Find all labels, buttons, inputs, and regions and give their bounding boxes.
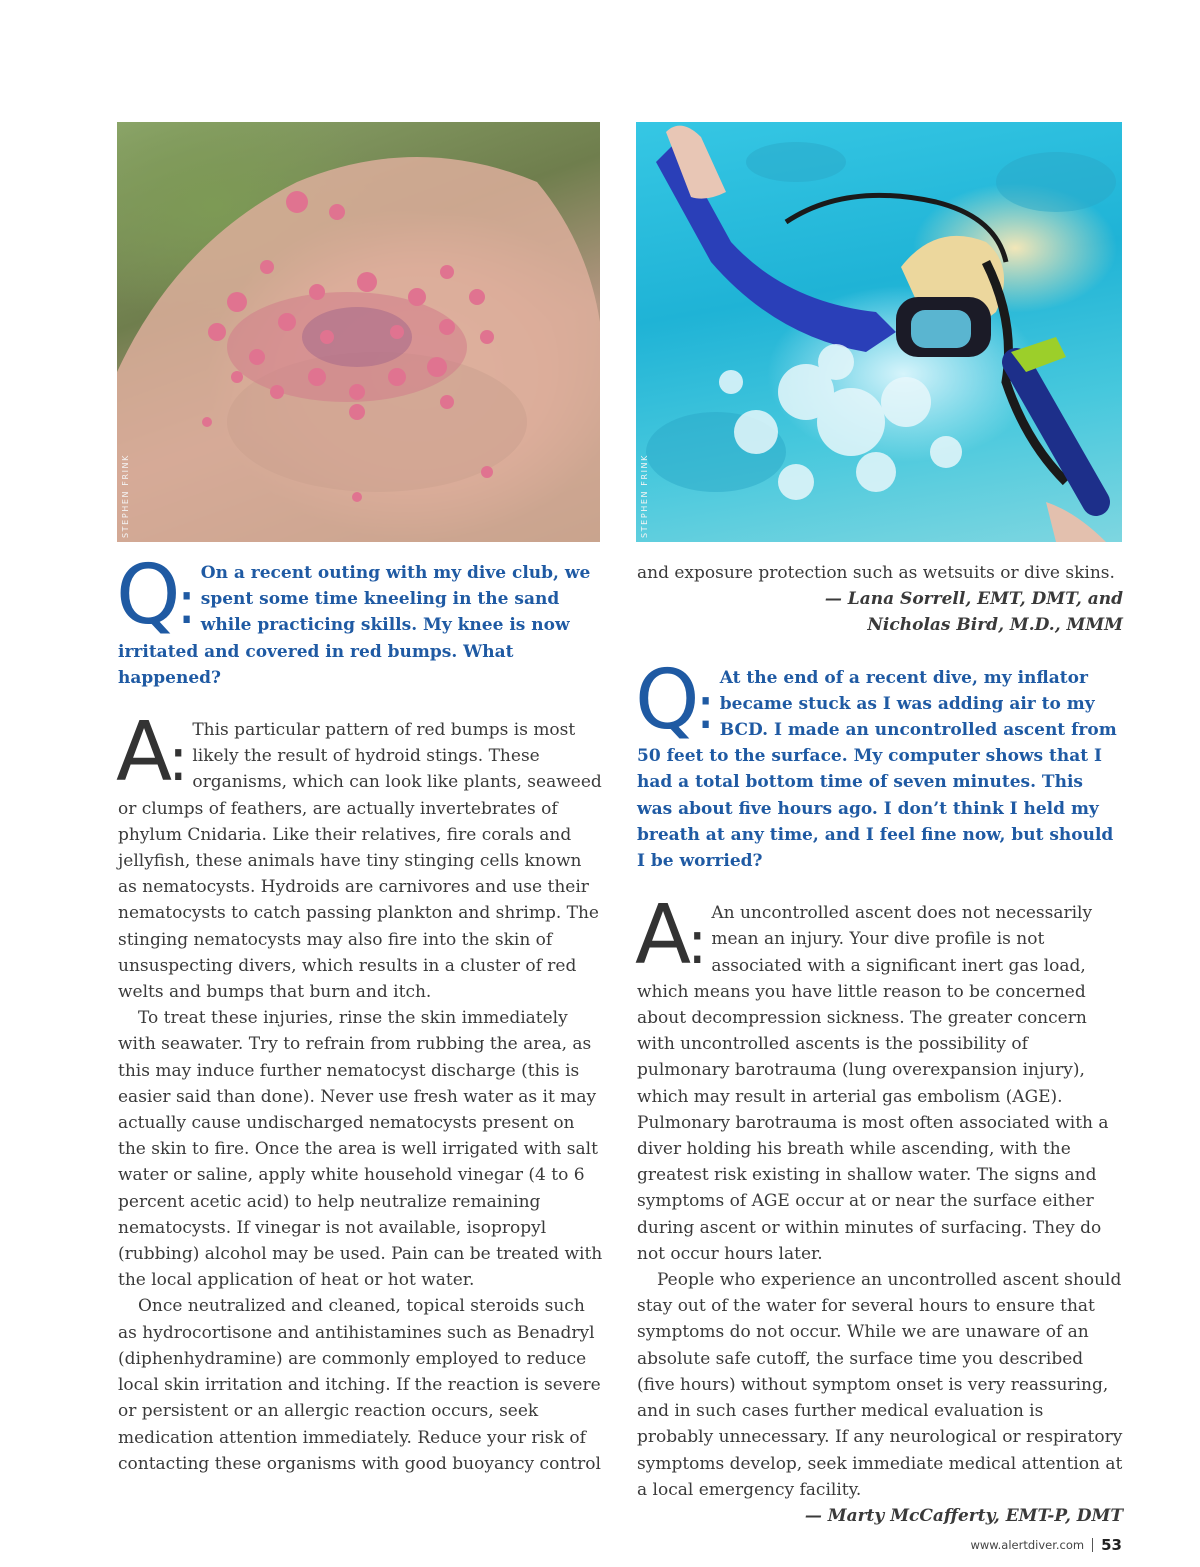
- question-2-text: At the end of a recent dive, my inflator became stuck as I was adding air to my BCD. I made an uncontrolled ascent from 50 feet to the surface. My computer shows that I had a total bottom time of seven minutes. This was about five hours ago. I don’t think I held my breath at any time, and I feel fine now, but should I be worried?: [637, 667, 1117, 872]
- left-column: [116, 548, 604, 1477]
- signature-2: — Marty McCafferty, EMT-P, DMT: [804, 1505, 1123, 1526]
- answer-dropcap: A:: [635, 888, 708, 984]
- signature-1-line-1: — Lana Sorrell, EMT, DMT, and: [824, 589, 1123, 610]
- answer-2-paragraph-2: People who experience an uncontrolled ascent should stay out of the water for several hours to ensure that symptoms do not occur. While we are unaware of an absolute safe cutoff, the surface time you described (five hours) without symptom onset is very reassuring, and in such cases further medical evaluation is probably unnecessary. If any neurological or respiratory symptoms develop, seek immediate medical attention at a local emergency facility.: [637, 1270, 1123, 1500]
- website-url[interactable]: www.alertdiver.com: [970, 1538, 1085, 1552]
- question-dropcap: Q:: [116, 548, 197, 643]
- answer-2-paragraph-1: An uncontrolled ascent does not necessarily mean an injury. Your dive profile is not associated with a significant inert gas load, which means you have little reason to be concerned about decompression sickness. The greater concern with uncontrolled ascents is the possibility of pulmonary barotrauma (lung overexpansion injury), which may result in arterial gas embolism (AGE). Pulmonary barotrauma is most often associated with a diver holding his breath while ascending, with the greatest risk existing in shallow water. The signs and symptoms of AGE occur at or near the surface either during ascent or within minutes of surfacing. They do not occur hours later.: [637, 903, 1109, 1264]
- page-number: 53: [1101, 1536, 1122, 1554]
- signature-1-line-2: Nicholas Bird, M.D., MMM: [867, 615, 1123, 636]
- question-dropcap: Q:: [635, 652, 716, 748]
- page-footer: [970, 1536, 1122, 1554]
- answer-2: [635, 888, 1123, 1267]
- answer-1-paragraph-1: This particular pattern of red bumps is most likely the result of hydroid stings. These organisms, which can look like plants, seaweed or clumps of feathers, are actually invertebrates of phylum Cnidaria. Like their relatives, fire corals and jellyfish, these animals have tiny stinging cells known as nematocysts. Hydroids are carnivores and use their nematocysts to catch passing plankton and shrimp. The stinging nematocysts may also fire into the skin of unsuspecting divers, which results in a cluster of red welts and bumps that burn and itch.: [118, 720, 602, 1003]
- diver-illustration: [636, 122, 1122, 542]
- right-column: [637, 560, 1123, 1529]
- knee-rash-illustration: [117, 122, 600, 542]
- answer-1-continuation: and exposure protection such as wetsuits or dive skins.: [637, 563, 1115, 583]
- question-1-text: On a recent outing with my dive club, we spent some time kneeling in the sand while practicing skills. My knee is now irritated and covered in red bumps. What happened?: [118, 563, 591, 688]
- answer-dropcap: A:: [116, 705, 189, 801]
- answer-1: [116, 705, 604, 1005]
- photo-credit: STEPHEN FRINK: [121, 454, 130, 538]
- photo-credit: STEPHEN FRINK: [640, 454, 649, 538]
- knee-rash-photo: [117, 122, 600, 542]
- diver-ascent-photo: [636, 122, 1122, 542]
- question-1: [116, 548, 604, 691]
- answer-1-paragraph-3: Once neutralized and cleaned, topical steroids such as hydrocortisone and antihistamines such as Benadryl (diphenhydramine) are commonly employed to reduce local skin irritation and itching. If the reaction is severe or persistent or an allergic reaction occurs, seek medication attention immediately. Reduce your risk of contacting these organisms with good buoyancy control: [118, 1296, 601, 1474]
- footer-divider: [1092, 1538, 1093, 1552]
- answer-1-paragraph-2: To treat these injuries, rinse the skin immediately with seawater. Try to refrain from rubbing the area, as this may induce further nematocyst discharge (this is easier said than done). Never use fresh water as it may actually cause undischarged nematocysts present on the skin to fire. Once the area is well irrigated with salt water or saline, apply white household vinegar (4 to 6 percent acetic acid) to help neutralize remaining nematocysts. If vinegar is not available, isopropyl (rubbing) alcohol may be used. Pain can be treated with the local application of heat or hot water.: [118, 1008, 603, 1291]
- question-2: [635, 652, 1123, 875]
